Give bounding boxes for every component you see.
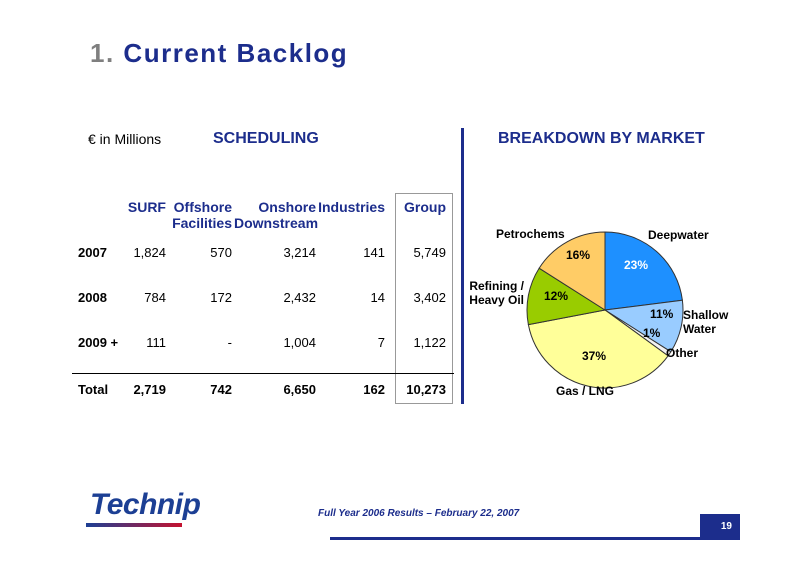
col-header-line2: Group [404, 199, 446, 215]
pie-pct-gas: 37% [582, 349, 607, 363]
table-cell: 2,432 [283, 290, 316, 305]
pie-pct-deepwater: 23% [624, 258, 649, 272]
table-cell: 570 [210, 245, 232, 260]
table-cell: 172 [210, 290, 232, 305]
pie-label-other: Other [666, 346, 699, 360]
table-cell: 742 [210, 382, 232, 397]
title-text: Current Backlog [123, 38, 349, 68]
pie-label-gas-lng: Gas / LNG [556, 384, 615, 398]
table-cell: 1,122 [413, 335, 446, 350]
col-header-line2: Industries [318, 199, 385, 215]
title-number: 1. [90, 38, 115, 68]
table-cell: 7 [377, 335, 385, 350]
breakdown-header: BREAKDOWN BY MARKET [498, 130, 705, 147]
technip-logo: Technip [90, 488, 201, 521]
table-cell: 111 [146, 335, 166, 350]
col-header-line2: Facilities [172, 215, 232, 231]
pie-pct-shallow: 11% [650, 307, 674, 321]
row-label-2008: 2008 [78, 290, 107, 305]
pie-label-petrochems: Petrochems [496, 227, 565, 241]
table-cell: 162 [363, 382, 385, 397]
table-cell: 6,650 [283, 382, 316, 397]
footer-line [330, 537, 740, 540]
table-cell: 2,719 [133, 382, 166, 397]
pie-pct-refining: 12% [544, 289, 569, 303]
table-cell: 3,402 [413, 290, 446, 305]
table-cell: 141 [363, 245, 385, 260]
col-header-line2: Downstream [234, 215, 319, 231]
page-number: 19 [700, 514, 740, 537]
table-cell: 784 [144, 290, 166, 305]
table-cell: 1,824 [133, 245, 166, 260]
col-header-line2: SURF [127, 199, 166, 215]
col-header-line1: Onshore [258, 199, 316, 215]
table-cell: 5,749 [413, 245, 446, 260]
logo-underline [86, 523, 182, 527]
table-cell: 3,214 [283, 245, 316, 260]
row-label-total: Total [78, 382, 109, 397]
pie-pct-other: 1% [643, 326, 661, 340]
row-label-2007: 2007 [78, 245, 107, 260]
table-cell: 1,004 [283, 335, 316, 350]
table-cell: 14 [370, 290, 385, 305]
table-cell: - [227, 335, 232, 350]
unit-note: € in Millions [88, 131, 162, 147]
pie-label-deepwater: Deepwater [648, 228, 709, 242]
pie-pct-petrochems: 16% [566, 248, 591, 262]
scheduling-header: SCHEDULING [213, 130, 319, 147]
row-label-2009: 2009 + [78, 335, 119, 350]
pie-label-shallow-water: Shallow Water [683, 308, 729, 336]
footer-text: Full Year 2006 Results – February 22, 2007 [318, 508, 520, 519]
col-header-line1: Offshore [173, 199, 232, 215]
pie-label-refining: Refining / Heavy Oil [469, 279, 524, 307]
table-cell: 10,273 [406, 382, 446, 397]
